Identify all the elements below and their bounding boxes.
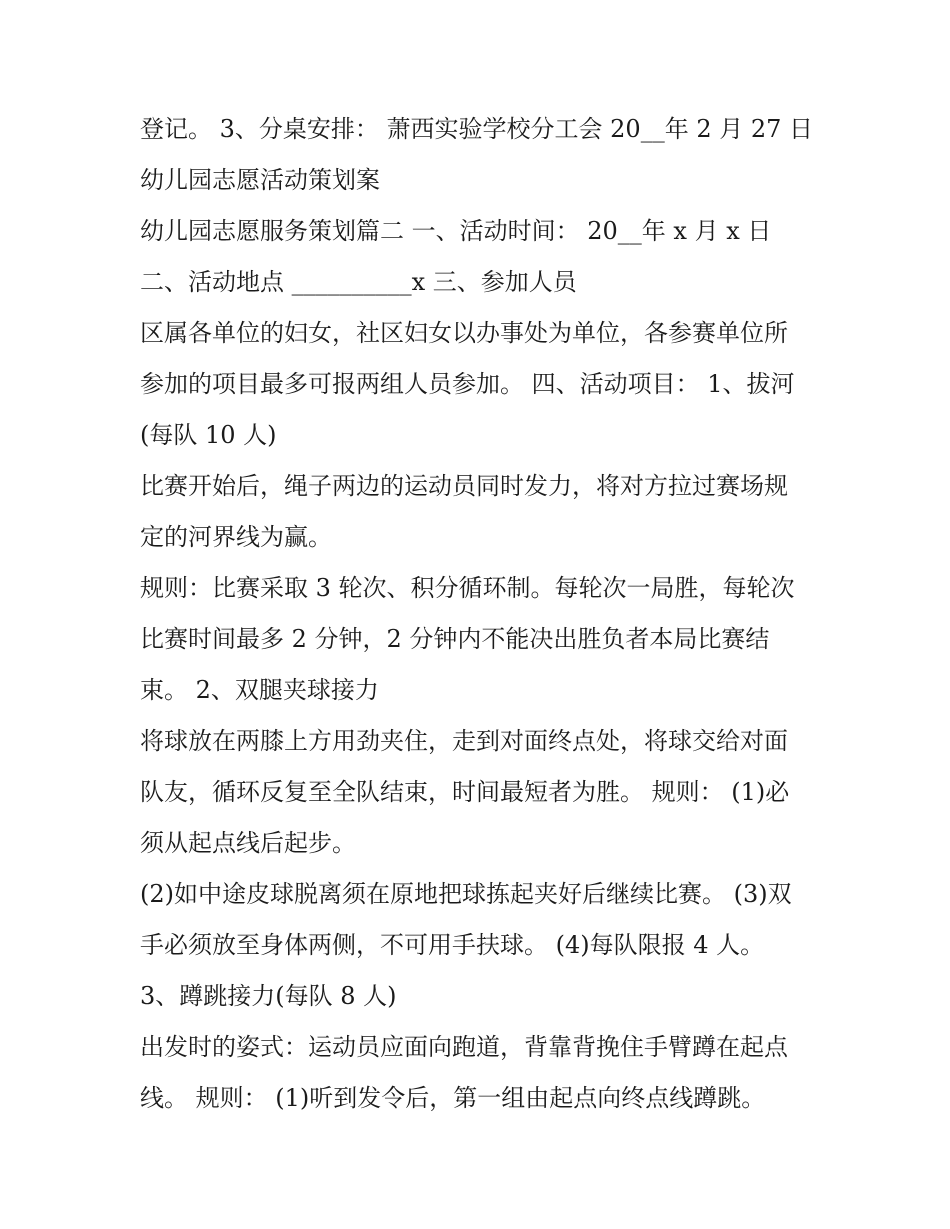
section-title: 幼儿园志愿活动策划案 <box>140 166 380 194</box>
text-line: 二、活动地点 __________x 三、参加人员 <box>140 268 577 296</box>
text-line: 3、蹲跳接力(每队 8 人) <box>140 982 397 1010</box>
text-line: 线。 规则： (1)听到发令后，第一组由起点向终点线蹲跳。 <box>140 1084 766 1112</box>
text-line: 规则：比赛采取 3 轮次、积分循环制。每轮次一局胜，每轮次 <box>140 574 795 602</box>
text-line: 区属各单位的妇女，社区妇女以办事处为单位，各参赛单位所 <box>140 319 788 347</box>
text-line: (每队 10 人) <box>140 421 277 449</box>
document-body <box>140 104 820 1124</box>
text-line: 幼儿园志愿服务策划篇二 一、活动时间： 20__年 x 月 x 日 <box>140 217 772 245</box>
text-line: 比赛时间最多 2 分钟，2 分钟内不能决出胜负者本局比赛结 <box>140 625 770 653</box>
text-line: 束。 2、双腿夹球接力 <box>140 676 379 704</box>
text-line: 队友，循环反复至全队结束，时间最短者为胜。 规则： (1)必 <box>140 778 790 806</box>
text-line: 参加的项目最多可报两组人员参加。 四、活动项目： 1、拔河 <box>140 370 795 398</box>
text-line: 出发时的姿式：运动员应面向跑道，背靠背挽住手臂蹲在起点 <box>140 1033 788 1061</box>
text-line: 手必须放至身体两侧，不可用手扶球。 (4)每队限报 4 人。 <box>140 931 765 959</box>
text-line: 登记。 3、分桌安排： 萧西实验学校分工会 20__年 2 月 27 日 <box>140 115 814 143</box>
text-line: 须从起点线后起步。 <box>140 829 356 857</box>
text-line: 比赛开始后，绳子两边的运动员同时发力，将对方拉过赛场规 <box>140 472 788 500</box>
text-line: 将球放在两膝上方用劲夹住，走到对面终点处，将球交给对面 <box>140 727 788 755</box>
text-line: (2)如中途皮球脱离须在原地把球拣起夹好后继续比赛。 (3)双 <box>140 880 792 908</box>
text-line: 定的河界线为赢。 <box>140 523 332 551</box>
